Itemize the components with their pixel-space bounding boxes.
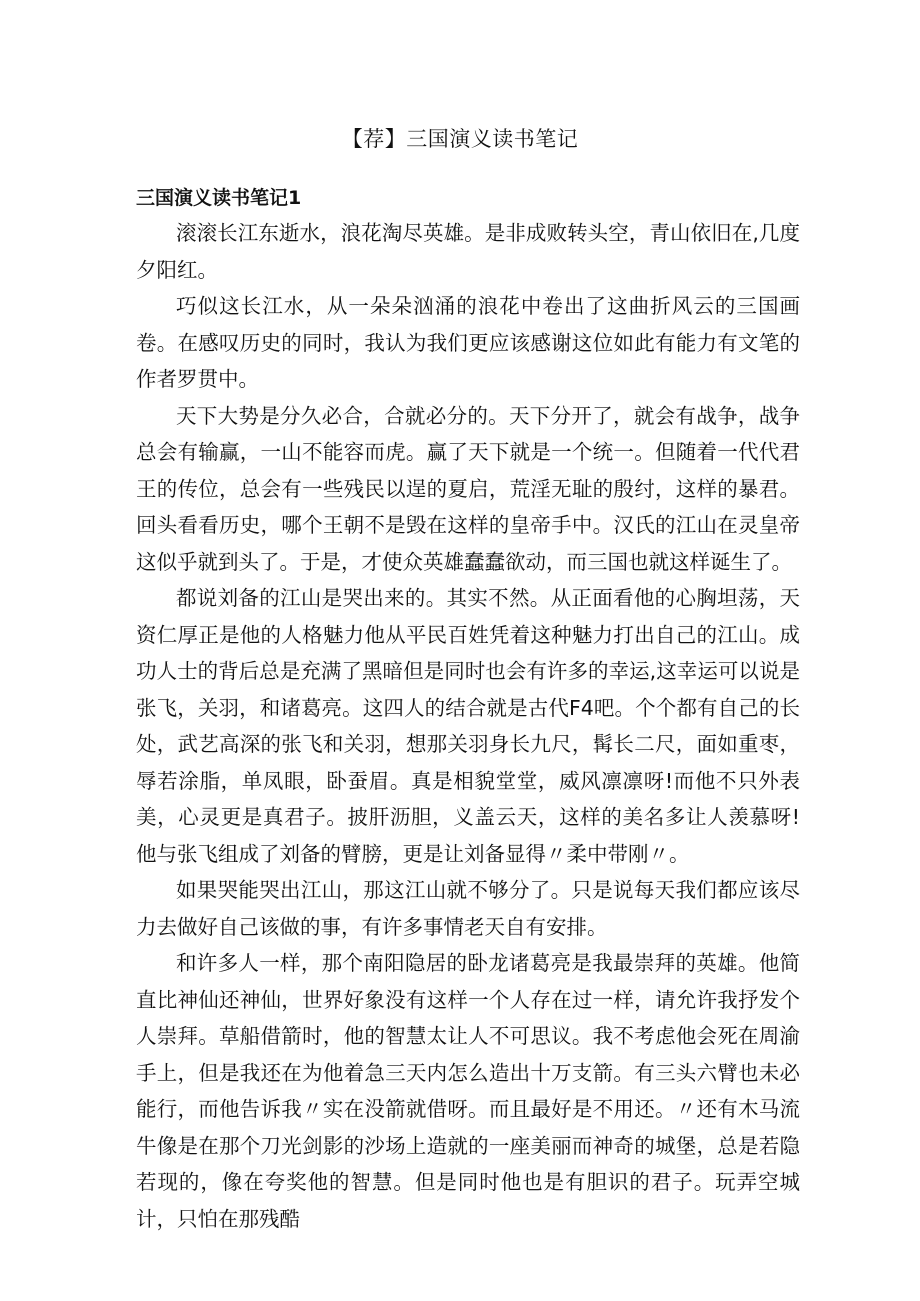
paragraph: 滚滚长江东逝水，浪花淘尽英雄。是非成败转头空，青山依旧在,几度夕阳红。 [136, 221, 800, 282]
paragraph: 都说刘备的江山是哭出来的。其实不然。从正面看他的心胸坦荡，天资仁厚正是他的人格魅力他从平民百姓凭着这种魅力打出自己的江山。成功人士的背后总是充满了黑暗但是同时也会有许多的幸运,这幸运可以说是张飞，关羽，和诸葛亮。这四人的结合就是古代F4吧。个个都有自己的长处，武艺高深的张飞和关羽，想那关羽身长九尺，髯长二尺，面如重枣，辱若涂脂，单凤眼，卧蚕眉。真是相貌堂堂，威风凛凛呀!而他不只外表美，心灵更是真君子。披肝沥胆，义盖云天，这样的美名多让人羡慕呀!他与张飞组成了刘备的臂膀，更是让刘备显得〃柔中带刚〃。 [136, 586, 800, 866]
section-heading: 三国演义读书笔记1 [136, 187, 302, 209]
document-body [136, 215, 800, 1237]
paragraph: 如果哭能哭出江山，那这江山就不够分了。只是说每天我们都应该尽力去做好自己该做的事，有许多事情老天自有安排。 [136, 878, 800, 939]
paragraph: 巧似这长江水，从一朵朵汹涌的浪花中卷出了这曲折风云的三国画卷。在感叹历史的同时，我认为我们更应该感谢这位如此有能力有文笔的作者罗贯中。 [136, 294, 800, 391]
paragraph: 和许多人一样，那个南阳隐居的卧龙诸葛亮是我最崇拜的英雄。他简直比神仙还神仙，世界好象没有这样一个人存在过一样，请允许我抒发个人崇拜。草船借箭时，他的智慧太让人不可思议。我不考虑他会死在周渝手上，但是我还在为他着急三天内怎么造出十万支箭。有三头六臂也未必能行，而他告诉我〃实在没箭就借呀。而且最好是不用还。〃还有木马流牛像是在那个刀光剑影的沙场上造就的一座美丽而神奇的城堡，总是若隐若现的，像在夸奖他的智慧。但是同时他也是有胆识的君子。玩弄空城计，只怕在那残酷 [136, 951, 800, 1231]
paragraph: 天下大势是分久必合，合就必分的。天下分开了，就会有战争，战争总会有输赢，一山不能容而虎。赢了天下就是一个统一。但随着一代代君王的传位，总会有一些残民以逞的夏启，荒淫无耻的殷纣，这样的暴君。回头看看历史，哪个王朝不是毁在这样的皇帝手中。汉氏的江山在灵皇帝这似乎就到头了。于是，才使众英雄蠢蠢欲动，而三国也就这样诞生了。 [136, 403, 800, 574]
document-title: 【荐】三国演义读书笔记 [341, 127, 579, 151]
